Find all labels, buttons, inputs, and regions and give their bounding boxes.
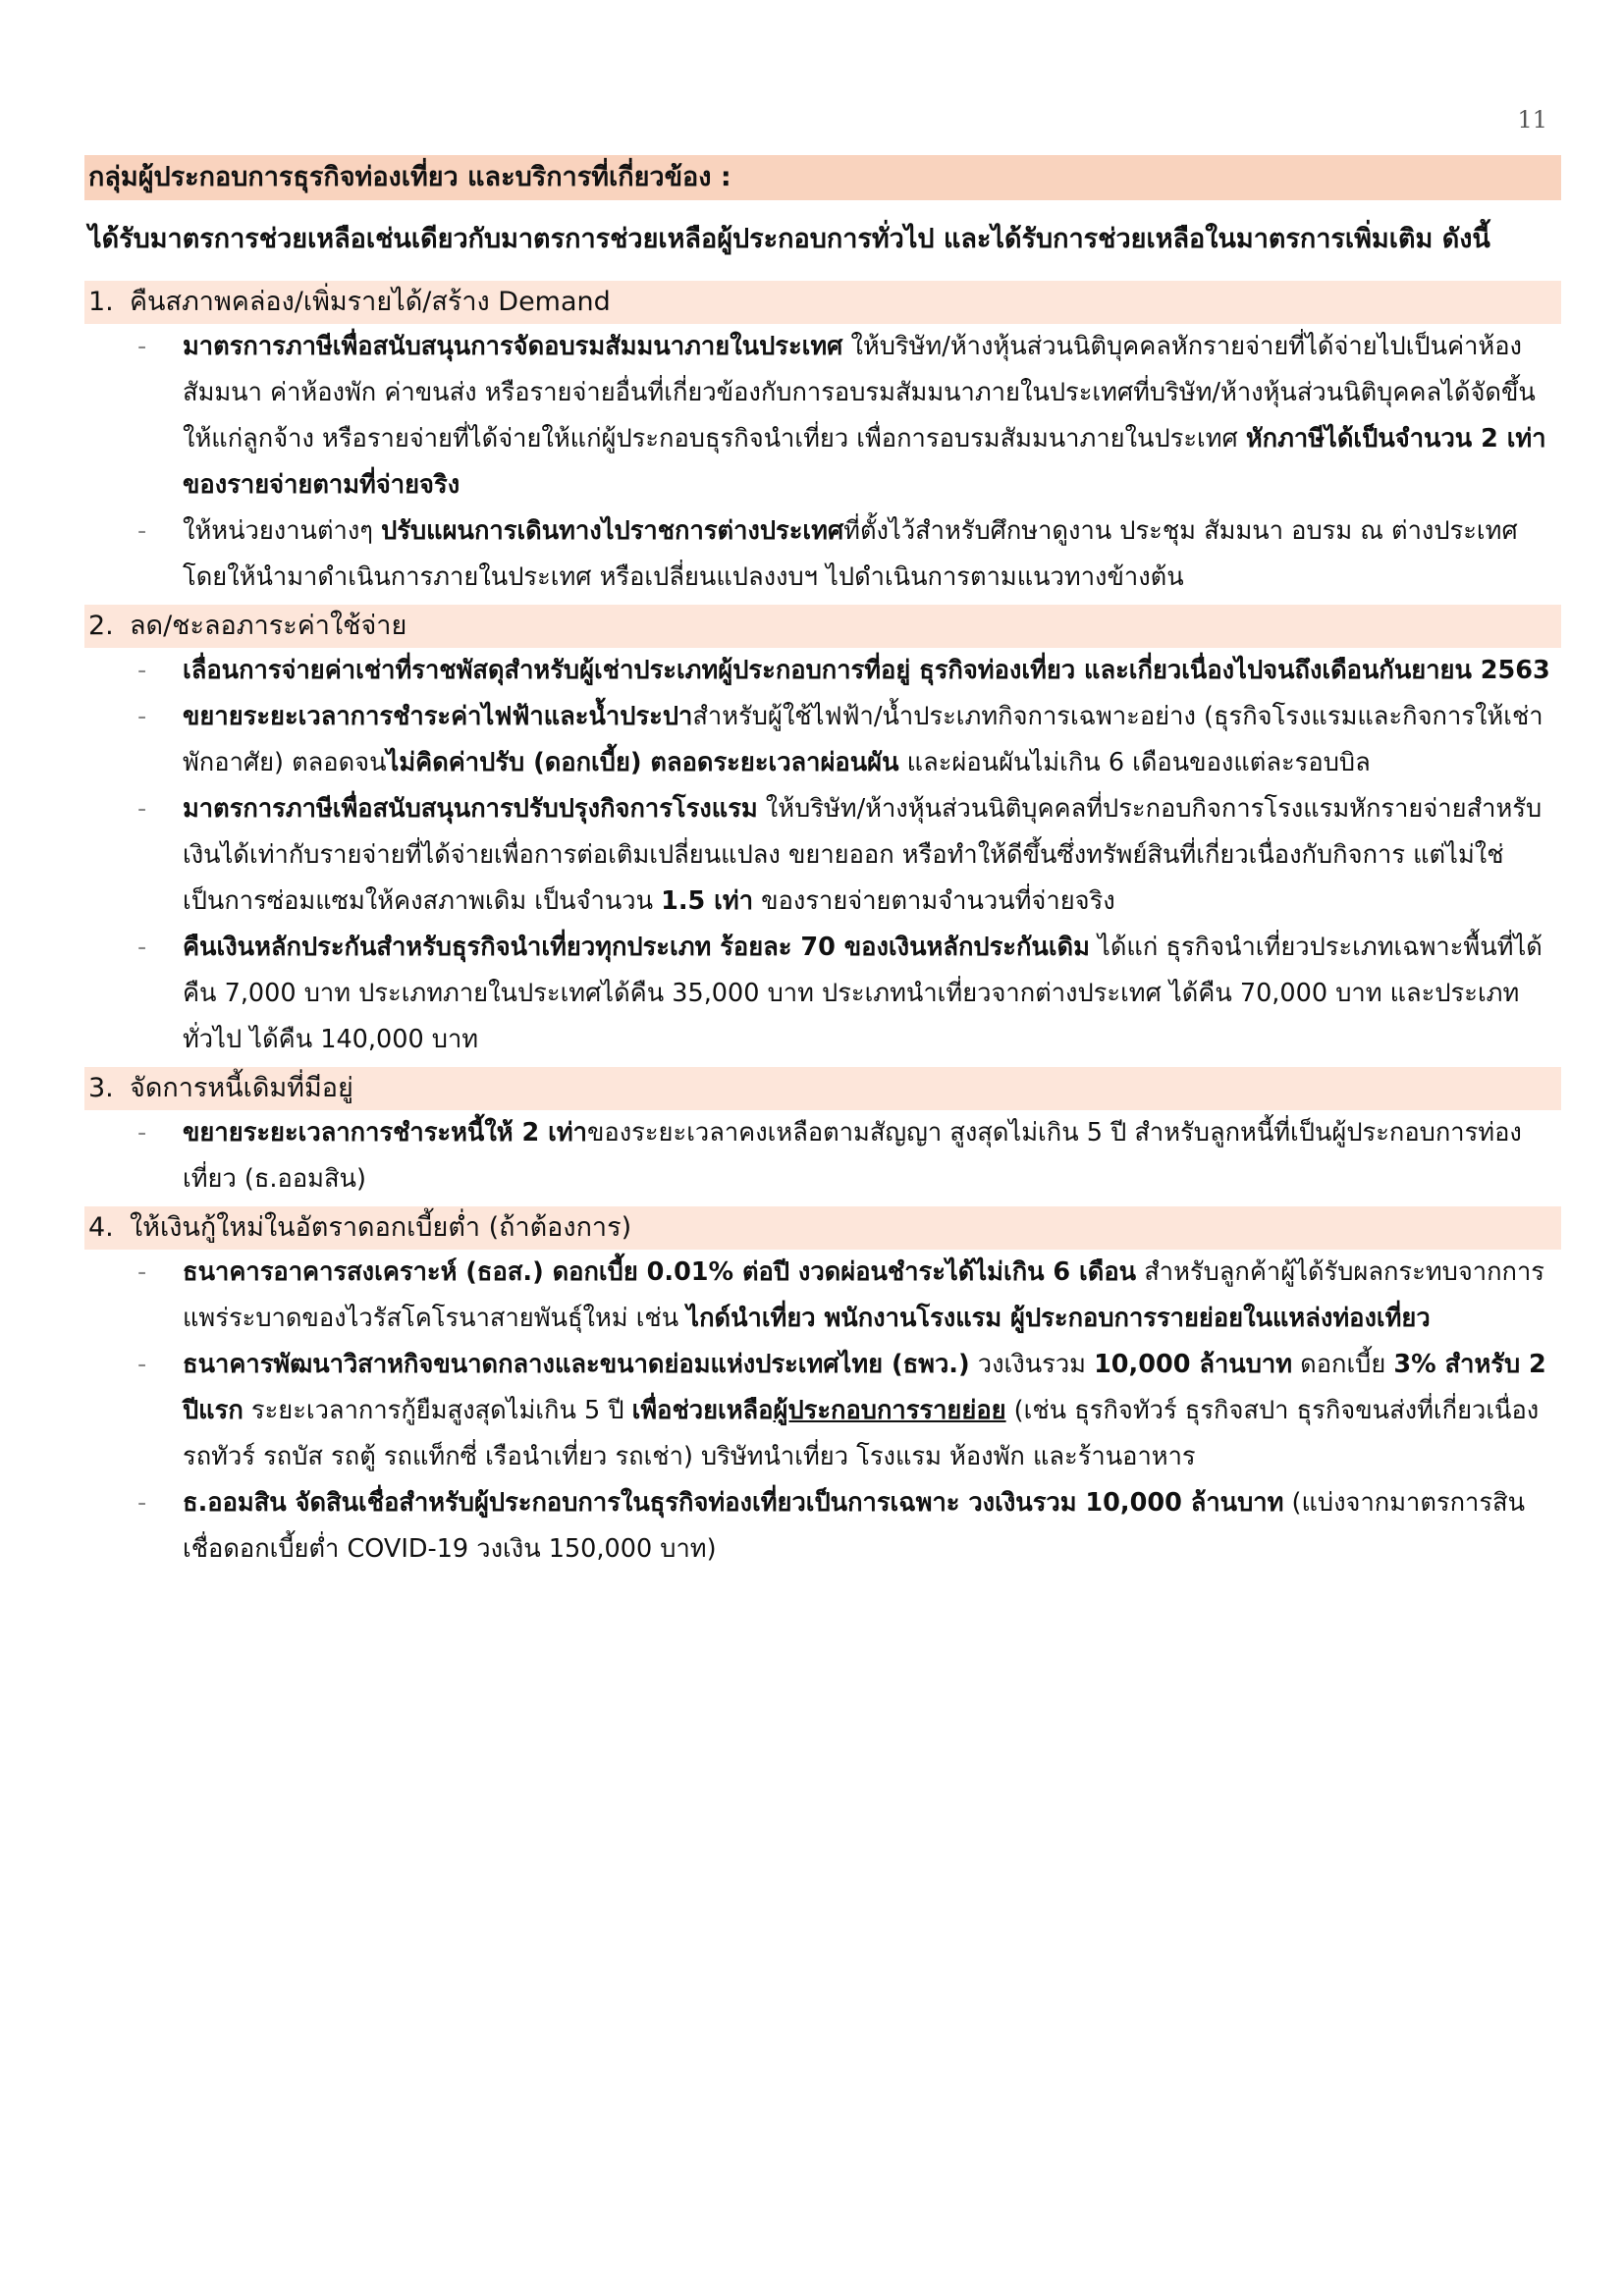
text-segment: 10,000 ล้านบาท — [1094, 1350, 1293, 1379]
text-segment: สำหรับลูกค้าผู้ได้รับผลกระทบจากการแพร่ระบาดของไวรัสโคโรนาสายพันธุ์ใหม่ เช่น — [183, 1257, 1544, 1333]
bullet-dash: - — [137, 332, 147, 361]
text-segment: มาตรการภาษีเพื่อสนับสนุนการปรับปรุงกิจการโรงแรม — [183, 794, 758, 824]
list-item — [135, 1250, 1561, 1342]
bullet-dash: - — [137, 516, 147, 546]
item-text — [183, 1110, 1561, 1202]
list-item — [135, 1110, 1561, 1202]
bullet-dash: - — [137, 1257, 147, 1287]
text-segment: ที่ตั้งไว้สำหรับศึกษาดูงาน ประชุม สัมมนา อบรม ณ ต่างประเทศ โดยให้นำมาดำเนินการภายในประเทศ หรือเปลี่ยนแปลงงบฯ ไปดำเนินการตามแนวทางข้างต้น — [183, 516, 1518, 592]
measure-section — [84, 281, 1561, 601]
text-segment: หักภาษีได้เป็นจำนวน 2 เท่า ของรายจ่ายตามที่จ่ายจริง — [183, 424, 1546, 500]
bullet-dash: - — [137, 1118, 147, 1148]
text-segment: ได้แก่ ธุรกิจนำเที่ยวประเภทเฉพาะพื้นที่ได้คืน 7,000 บาท ประเภทภายในประเทศได้คืน 35,000 บาท ประเภทนำเที่ยวจากต่างประเทศ ได้คืน 70,000 บาท และประเภททั่วไป ได้คืน 140,000 บาท — [183, 933, 1543, 1054]
item-text — [183, 786, 1561, 925]
text-segment: ธนาคารอาคารสงเคราะห์ (ธอส.) ดอกเบี้ย 0.01% ต่อปี งวดผ่อนชำระได้ไม่เกิน 6 เดือน — [183, 1257, 1137, 1287]
document-body — [84, 155, 1561, 1573]
measure-section — [84, 1067, 1561, 1202]
bullet-dash: - — [137, 933, 147, 962]
bullet-dash: - — [137, 1350, 147, 1379]
item-list — [84, 1250, 1561, 1573]
text-segment: ให้หน่วยงานต่างๆ — [183, 516, 382, 546]
section-number: 2. — [88, 611, 114, 641]
section-title: กลุ่มผู้ประกอบการธุรกิจท่องเที่ยว และบริการที่เกี่ยวข้อง : — [84, 155, 1561, 200]
measures-list — [84, 281, 1561, 1573]
text-segment: ขยายระยะเวลาการชำระหนี้ให้ 2 เท่า — [183, 1118, 587, 1148]
text-segment: ผู้ประกอบการรายย่อย — [773, 1396, 1006, 1425]
list-item — [135, 508, 1561, 601]
text-segment: (เช่น ธุรกิจทัวร์ ธุรกิจสปา ธุรกิจขนส่งที่เกี่ยวเนื่อง รถทัวร์ รถบัส รถตู้ รถแท็กซี่ เรือนำเที่ยว รถเช่า) บริษัทนำเที่ยว โรงแรม ห้องพัก และร้านอาหาร — [183, 1396, 1540, 1471]
text-segment: ไกด์นำเที่ยว พนักงานโรงแรม ผู้ประกอบการรายย่อยในแหล่งท่องเที่ยว — [686, 1304, 1431, 1333]
section-number: 4. — [88, 1212, 114, 1243]
text-segment: ไม่คิดค่าปรับ (ดอกเบี้ย) ตลอดระยะเวลาผ่อนผัน — [386, 748, 899, 777]
item-list — [84, 324, 1561, 601]
section-heading-text: ลด/ชะลอภาระค่าใช้จ่าย — [130, 611, 407, 641]
item-text — [183, 508, 1561, 601]
list-item — [135, 694, 1561, 786]
text-segment: และผ่อนผันไม่เกิน 6 เดือนของแต่ละรอบบิล — [898, 748, 1371, 777]
list-item — [135, 1342, 1561, 1480]
item-text — [183, 1342, 1561, 1480]
bullet-dash: - — [137, 656, 147, 685]
text-segment: วงเงินรวม — [969, 1350, 1095, 1379]
page-number: 11 — [1517, 106, 1547, 133]
section-heading — [84, 1067, 1561, 1110]
item-list — [84, 1110, 1561, 1202]
list-item — [135, 925, 1561, 1063]
list-item — [135, 324, 1561, 508]
item-text — [183, 1250, 1561, 1342]
bullet-dash: - — [137, 702, 147, 731]
text-segment: เลื่อนการจ่ายค่าเช่าที่ราชพัสดุสำหรับผู้เช่าประเภทผู้ประกอบการที่อยู่ ธุรกิจท่องเที่ยว และเกี่ยวเนื่องไปจนถึงเดือนกันยายน 2563 — [183, 656, 1550, 685]
section-heading-text: ให้เงินกู้ใหม่ในอัตราดอกเบี้ยต่ำ (ถ้าต้องการ) — [130, 1212, 632, 1243]
bullet-dash: - — [137, 1488, 147, 1518]
item-text — [183, 694, 1561, 786]
section-heading — [84, 605, 1561, 648]
text-segment: มาตรการภาษีเพื่อสนับสนุนการจัดอบรมสัมมนาภายในประเทศ — [183, 332, 843, 361]
item-text — [183, 648, 1561, 694]
section-heading-text: คืนสภาพคล่อง/เพิ่มรายได้/สร้าง Demand — [130, 287, 611, 317]
section-number: 1. — [88, 287, 114, 317]
item-list — [84, 648, 1561, 1063]
item-text — [183, 324, 1561, 508]
section-heading — [84, 281, 1561, 324]
text-segment: ขยายระยะเวลาการชำระค่าไฟฟ้าและน้ำประปา — [183, 702, 693, 731]
list-item — [135, 1480, 1561, 1573]
text-segment: ของระยะเวลาคงเหลือตามสัญญา สูงสุดไม่เกิน 5 ปี สำหรับลูกหนี้ที่เป็นผู้ประกอบการท่องเที่ยว (ธ.ออมสิน) — [183, 1118, 1522, 1194]
text-segment: 3% สำหรับ 2 ปีแรก — [183, 1350, 1546, 1425]
item-text — [183, 925, 1561, 1063]
section-number: 3. — [88, 1073, 114, 1103]
text-segment: ของรายจ่ายตามจำนวนที่จ่ายจริง — [753, 886, 1115, 916]
text-segment: (แบ่งจากมาตรการสินเชื่อดอกเบี้ยต่ำ COVID-19 วงเงิน 150,000 บาท) — [183, 1488, 1526, 1564]
measure-section — [84, 605, 1561, 1063]
measure-section — [84, 1206, 1561, 1573]
intro-paragraph: ได้รับมาตรการช่วยเหลือเช่นเดียวกับมาตรการช่วยเหลือผู้ประกอบการทั่วไป และได้รับการช่วยเหลือในมาตรการเพิ่มเติม ดังนี้ — [88, 224, 1490, 254]
list-item — [135, 648, 1561, 694]
text-segment: ให้บริษัท/ห้างหุ้นส่วนนิติบุคคลที่ประกอบกิจการโรงแรมหักรายจ่ายสำหรับเงินได้เท่ากับรายจ่ายที่ได้จ่ายเพื่อการต่อเติมเปลี่ยนแปลง ขยายออก หรือทำให้ดีขึ้นซึ่งทรัพย์สินที่เกี่ยวเนื่องกับกิจการ แต่ไม่ใช่เป็นการซ่อมแซมให้คงสภาพเดิม เป็นจำนวน — [183, 794, 1543, 916]
bullet-dash: - — [137, 794, 147, 824]
section-heading-text: จัดการหนี้เดิมที่มีอยู่ — [130, 1073, 353, 1103]
text-segment: ธนาคารพัฒนาวิสาหกิจขนาดกลางและขนาดย่อมแห่งประเทศไทย (ธพว.) — [183, 1350, 970, 1379]
text-segment: เพื่อช่วยเหลือ — [631, 1396, 774, 1425]
text-segment: ระยะเวลาการกู้ยืมสูงสุดไม่เกิน 5 ปี — [243, 1396, 632, 1425]
item-text — [183, 1480, 1561, 1573]
text-segment: ดอกเบี้ย — [1292, 1350, 1394, 1379]
text-segment: 1.5 เท่า — [661, 886, 754, 916]
section-heading — [84, 1206, 1561, 1250]
text-segment: ธ.ออมสิน จัดสินเชื่อสำหรับผู้ประกอบการในธุรกิจท่องเที่ยวเป็นการเฉพาะ วงเงินรวม 10,000 ล้านบาท — [183, 1488, 1284, 1518]
text-segment: สำหรับผู้ใช้ไฟฟ้า/น้ำประเภทกิจการเฉพาะอย่าง (ธุรกิจโรงแรมและกิจการให้เช่าพักอาศัย) ตลอดจน — [183, 702, 1543, 777]
text-segment: ให้บริษัท/ห้างหุ้นส่วนนิติบุคคลหักรายจ่ายที่ได้จ่ายไปเป็นค่าห้องสัมมนา ค่าห้องพัก ค่าขนส่ง หรือรายจ่ายอื่นที่เกี่ยวข้องกับการอบรมสัมมนาภายในประเทศที่บริษัท/ห้างหุ้นส่วนนิติบุคคลได้จัดขึ้นให้แก่ลูกจ้าง หรือรายจ่ายที่ได้จ่ายให้แก่ผู้ประกอบธุรกิจนำเที่ยว เพื่อการอบรมสัมมนาภายในประเทศ — [183, 332, 1536, 454]
text-segment: ปรับแผนการเดินทางไปราชการต่างประเทศ — [381, 516, 844, 546]
text-segment: คืนเงินหลักประกันสำหรับธุรกิจนำเที่ยวทุกประเภท ร้อยละ 70 ของเงินหลักประกันเดิม — [183, 933, 1090, 962]
list-item — [135, 786, 1561, 925]
